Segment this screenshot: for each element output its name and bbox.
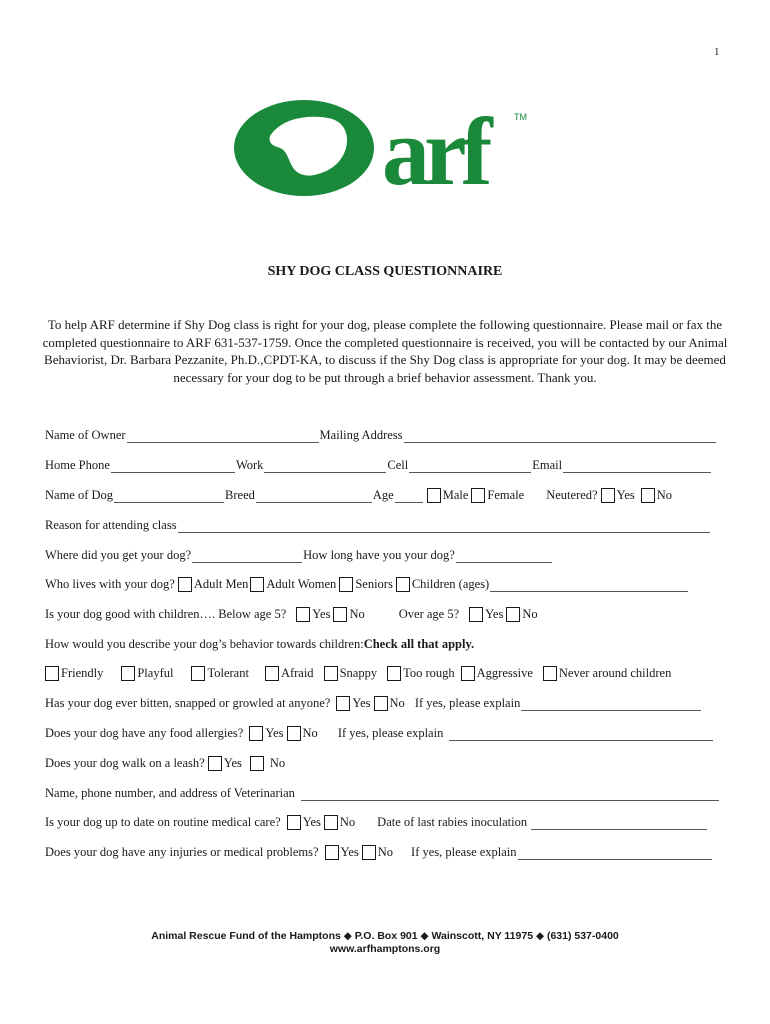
bitten-explain-label: If yes, please explain (414, 695, 521, 710)
cell-label: Cell (387, 457, 409, 472)
dog-name-label: Name of Dog (45, 487, 114, 502)
footer-address: Animal Rescue Fund of the Hamptons ◆ P.O. Box 901 ◆ Wainscott, NY 11975 ◆ (631) 537-0400 (151, 930, 619, 942)
behavior-snappy-checkbox[interactable] (324, 666, 338, 681)
below5-yes-label: Yes (312, 606, 331, 621)
allergies-row (45, 723, 714, 743)
intro-paragraph: To help ARF determine if Shy Dog class is right for your dog, please complete the following questionnaire. Please mail or fax the completed questionnaire to ARF 631-537-1759. Once the completed questionnaire is received, you will be contacted by our Animal Behaviorist, Dr. Barbara Pezzanite, Ph.D.,CPDT-KA, to discuss if the Shy Dog class is appropriate for your dog. It may be deemed necessary for your dog to be put through a brief behavior assessment. Thank you. (42, 317, 728, 385)
home-phone-label: Home Phone (45, 457, 110, 472)
behavior-never-around-label: Never around children (558, 665, 672, 680)
reason-label: Reason for attending class (45, 517, 177, 532)
behavior-afraid-label: Afraid (280, 665, 314, 680)
medical-care-label: Is your dog up to date on routine medical care? (45, 814, 281, 829)
page-title: SHY DOG CLASS QUESTIONNAIRE (267, 264, 503, 279)
male-checkbox[interactable] (427, 488, 441, 503)
rabies-date-field[interactable] (531, 818, 707, 830)
email-label: Email (532, 457, 563, 472)
behavior-too-rough-label: Too rough (403, 665, 455, 680)
adult-men-checkbox[interactable] (178, 577, 192, 592)
phone-row (45, 455, 712, 475)
allergies-no-checkbox[interactable] (287, 726, 301, 741)
behavior-never-around-checkbox[interactable] (543, 666, 557, 681)
reason-row (45, 515, 711, 535)
where-get-field[interactable] (192, 551, 302, 563)
footer-website: www.arfhamptons.org (329, 943, 441, 955)
cell-phone-field[interactable] (409, 461, 531, 473)
arf-logo-graphic (232, 92, 532, 204)
leash-row (45, 753, 285, 773)
injuries-yes-label: Yes (340, 844, 359, 859)
seniors-checkbox[interactable] (339, 577, 353, 592)
bitten-yes-label: Yes (352, 695, 371, 710)
vet-label: Name, phone number, and address of Veterinarian (45, 785, 295, 800)
injuries-row (45, 842, 713, 862)
leash-no-label: No (269, 755, 286, 770)
medical-no-label: No (339, 814, 356, 829)
bitten-label: Has your dog ever bitten, snapped or growled at anyone? (45, 695, 331, 710)
injuries-no-label: No (377, 844, 394, 859)
neutered-yes-label: Yes (616, 487, 635, 502)
medical-care-row (45, 812, 708, 832)
over5-yes-label: Yes (485, 606, 504, 621)
bitten-explain-field[interactable] (521, 699, 701, 711)
over5-no-label: No (522, 606, 538, 621)
behavior-friendly-checkbox[interactable] (45, 666, 59, 681)
dog-name-field[interactable] (114, 491, 224, 503)
email-field[interactable] (563, 461, 711, 473)
mailing-address-field[interactable] (404, 431, 716, 443)
male-label: Male (442, 487, 469, 502)
age-field[interactable] (395, 491, 423, 503)
neutered-yes-checkbox[interactable] (601, 488, 615, 503)
allergies-yes-label: Yes (265, 725, 284, 740)
rabies-label: Date of last rabies inoculation (377, 814, 528, 829)
breed-label: Breed (225, 487, 255, 502)
leash-yes-checkbox[interactable] (208, 756, 222, 771)
mailing-address-label: Mailing Address (319, 427, 403, 442)
work-phone-field[interactable] (264, 461, 386, 473)
medical-yes-checkbox[interactable] (287, 815, 301, 830)
bitten-row (45, 693, 702, 713)
over5-yes-checkbox[interactable] (469, 607, 483, 622)
children-row (45, 604, 538, 624)
female-checkbox[interactable] (471, 488, 485, 503)
bitten-no-checkbox[interactable] (374, 696, 388, 711)
behavior-playful-checkbox[interactable] (121, 666, 135, 681)
behavior-snappy-label: Snappy (339, 665, 378, 680)
how-long-label: How long have you your dog? (303, 547, 455, 562)
bitten-yes-checkbox[interactable] (336, 696, 350, 711)
behavior-too-rough-checkbox[interactable] (387, 666, 401, 681)
injuries-label: Does your dog have any injuries or medical problems? (45, 844, 319, 859)
behavior-options-row (45, 663, 671, 683)
work-label: Work (235, 457, 264, 472)
allergies-no-label: No (302, 725, 318, 740)
acquired-row (45, 545, 553, 565)
bitten-no-label: No (389, 695, 405, 710)
how-long-field[interactable] (456, 551, 552, 563)
age-label: Age (372, 487, 394, 502)
injuries-yes-checkbox[interactable] (325, 845, 339, 860)
neutered-no-label: No (656, 487, 673, 502)
page-number: 1 (714, 46, 720, 58)
children-checkbox[interactable] (396, 577, 410, 592)
owner-name-label: Name of Owner (45, 427, 126, 442)
behavior-friendly-label: Friendly (61, 665, 104, 680)
injuries-explain-field[interactable] (518, 848, 712, 860)
where-get-label: Where did you get your dog? (45, 547, 192, 562)
behavior-tolerant-label: Tolerant (207, 665, 249, 680)
household-row (45, 574, 689, 594)
behavior-tolerant-checkbox[interactable] (191, 666, 205, 681)
vet-field[interactable] (301, 789, 719, 801)
medical-no-checkbox[interactable] (324, 815, 338, 830)
over5-label: Over age 5? (398, 606, 460, 621)
leash-label: Does your dog walk on a leash? (45, 755, 205, 770)
owner-row (45, 425, 717, 445)
behavior-playful-label: Playful (137, 665, 174, 680)
svg-text:TM: TM (514, 112, 527, 122)
children-ages-label: Children (ages) (411, 576, 490, 591)
female-label: Female (487, 487, 525, 502)
children-ages-field[interactable] (490, 580, 688, 592)
behavior-aggressive-checkbox[interactable] (461, 666, 475, 681)
allergies-explain-field[interactable] (449, 729, 713, 741)
allergies-yes-checkbox[interactable] (249, 726, 263, 741)
describe-row (45, 634, 474, 654)
below5-no-label: No (349, 606, 365, 621)
arf-logo (232, 92, 532, 208)
allergies-explain-label: If yes, please explain (337, 725, 444, 740)
seniors-label: Seniors (355, 576, 393, 591)
good-children-label: Is your dog good with children…. Below age 5? (45, 606, 287, 621)
vet-row (45, 783, 720, 803)
injuries-explain-label: If yes, please explain (411, 844, 517, 859)
adult-men-label: Adult Men (193, 576, 249, 591)
medical-yes-label: Yes (302, 814, 321, 829)
leash-no-checkbox[interactable] (250, 756, 264, 771)
check-all-note: Check all that apply. (363, 636, 475, 651)
who-lives-label: Who lives with your dog? (45, 576, 175, 591)
dog-row (45, 485, 672, 505)
home-phone-field[interactable] (111, 461, 235, 473)
describe-label: How would you describe your dog’s behavior towards children: (45, 636, 364, 651)
behavior-aggressive-label: Aggressive (476, 665, 533, 680)
neutered-label: Neutered? (546, 487, 598, 502)
owner-name-field[interactable] (127, 431, 319, 443)
adult-women-checkbox[interactable] (250, 577, 264, 592)
food-allergies-label: Does your dog have any food allergies? (45, 725, 244, 740)
over5-no-checkbox[interactable] (506, 607, 520, 622)
breed-field[interactable] (256, 491, 372, 503)
neutered-no-checkbox[interactable] (641, 488, 655, 503)
injuries-no-checkbox[interactable] (362, 845, 376, 860)
behavior-afraid-checkbox[interactable] (265, 666, 279, 681)
below5-no-checkbox[interactable] (333, 607, 347, 622)
adult-women-label: Adult Women (266, 576, 337, 591)
leash-yes-label: Yes (223, 755, 242, 770)
svg-text:arf: arf (382, 98, 487, 204)
below5-yes-checkbox[interactable] (296, 607, 310, 622)
reason-field[interactable] (178, 521, 710, 533)
